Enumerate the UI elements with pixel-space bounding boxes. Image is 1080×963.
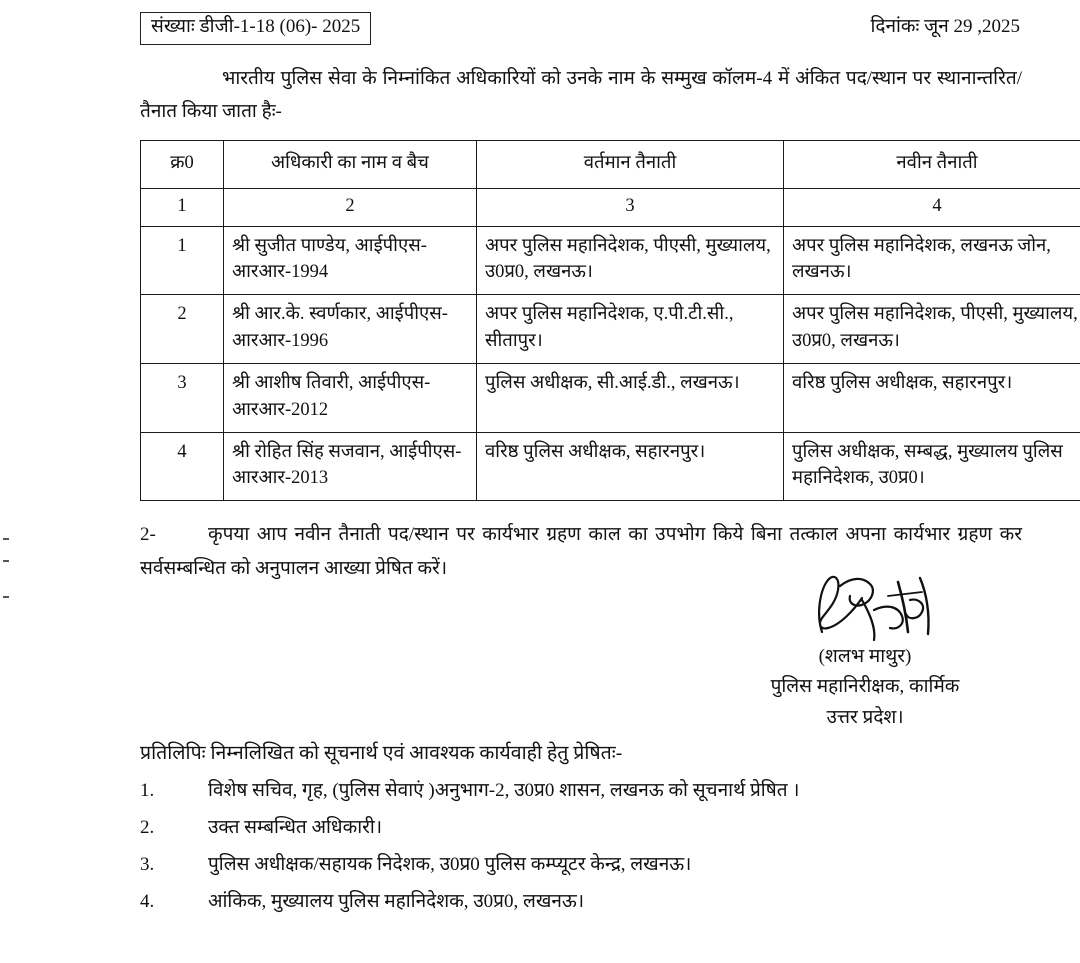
document-date: दिनांकः जून 29 ,2025	[870, 16, 1020, 37]
signature-block	[700, 570, 1030, 733]
table-row	[141, 295, 1080, 364]
col-number-3: 3	[477, 188, 784, 226]
reference-number: संख्याः डीजी-1-18 (06)- 2025	[140, 12, 371, 45]
col-number-4: 4	[784, 188, 1080, 226]
row-serial: 4	[141, 432, 224, 501]
list-item-text: पुलिस अधीक्षक/सहायक निदेशक, उ0प्र0 पुलिस कम्प्यूटर केन्द्र, लखनऊ।	[208, 854, 692, 876]
transfer-table-wrapper	[140, 140, 1078, 501]
col-header-current: वर्तमान तैनाती	[477, 141, 784, 189]
row-new-posting: अपर पुलिस महानिदेशक, पीएसी, मुख्यालय, उ0प्र0, लखनऊ।	[784, 295, 1080, 364]
list-item-index: 2.	[140, 817, 155, 839]
signature-scribble-icon	[700, 570, 1030, 648]
row-officer-name: श्री रोहित सिंह सजवान, आईपीएस-आरआर-2013	[224, 432, 477, 501]
list-item-index: 1.	[140, 780, 155, 801]
row-new-posting: अपर पुलिस महानिदेशक, लखनऊ जोन, लखनऊ।	[784, 226, 1080, 295]
paragraph-2-text: कृपया आप नवीन तैनाती पद/स्थान पर कार्यभार ग्रहण काल का उपभोग किये बिना तत्काल अपना कार्यभार ग्रहण कर सर्वसम्बन्धित को अनुपालन आख्या प्रेषित करें।	[140, 524, 1022, 580]
row-serial: 1	[141, 226, 224, 295]
row-officer-name: श्री आर.के. स्वर्णकार, आईपीएस-आरआर-1996	[224, 295, 477, 364]
transfer-table	[140, 140, 1080, 501]
copy-to-list	[140, 772, 1022, 920]
row-current-posting: पुलिस अधीक्षक, सी.आई.डी., लखनऊ।	[477, 363, 784, 432]
row-current-posting: वरिष्ठ पुलिस अधीक्षक, सहारनपुर।	[477, 432, 784, 501]
table-row	[141, 363, 1080, 432]
list-item	[140, 772, 1022, 809]
table-column-number-row	[141, 188, 1080, 226]
row-new-posting: वरिष्ठ पुलिस अधीक्षक, सहारनपुर।	[784, 363, 1080, 432]
list-item	[140, 883, 1022, 920]
row-officer-name: श्री सुजीत पाण्डेय, आईपीएस-आरआर-1994	[224, 226, 477, 295]
col-header-new: नवीन तैनाती	[784, 141, 1080, 189]
table-header-row	[141, 141, 1080, 189]
row-new-posting: पुलिस अधीक्षक, सम्बद्ध, मुख्यालय पुलिस महानिदेशक, उ0प्र0।	[784, 432, 1080, 501]
row-serial: 3	[141, 363, 224, 432]
col-number-1: 1	[141, 188, 224, 226]
list-item	[140, 809, 1022, 846]
margin-tick	[3, 560, 9, 562]
list-item-text: आंकिक, मुख्यालय पुलिस महानिदेशक, उ0प्र0, लखनऊ।	[208, 891, 585, 913]
paragraph-2-marker: 2-	[140, 524, 156, 545]
copy-to-heading: प्रतिलिपिः निम्नलिखित को सूचनार्थ एवं आवश्यक कार्यवाही हेतु प्रेषितः-	[140, 743, 623, 764]
document-header	[140, 12, 1020, 45]
row-serial: 2	[141, 295, 224, 364]
col-header-officer: अधिकारी का नाम व बैच	[224, 141, 477, 189]
margin-tick	[3, 538, 9, 540]
intro-paragraph: भारतीय पुलिस सेवा के निम्नांकित अधिकारियों को उनके नाम के सम्मुख कॉलम-4 में अंकित पद/स्थान पर स्थानान्तरित/तैनात किया जाता हैः-	[140, 68, 1022, 123]
row-current-posting: अपर पुलिस महानिदेशक, पीएसी, मुख्यालय, उ0प्र0, लखनऊ।	[477, 226, 784, 295]
col-header-serial: क्र0	[141, 141, 224, 189]
signatory-designation: पुलिस महानिरीक्षक, कार्मिक	[770, 676, 960, 698]
list-item-index: 3.	[140, 854, 155, 876]
margin-tick	[3, 596, 9, 598]
col-number-2: 2	[224, 188, 477, 226]
table-row	[141, 226, 1080, 295]
list-item	[140, 846, 1022, 883]
signatory-name: (शलभ माथुर)	[818, 646, 912, 667]
row-officer-name: श्री आशीष तिवारी, आईपीएस-आरआर-2012	[224, 363, 477, 432]
list-item-text: विशेष सचिव, गृह, (पुलिस सेवाएं )अनुभाग-2, उ0प्र0 शासन, लखनऊ को सूचनार्थ प्रेषित ।	[208, 780, 800, 801]
table-row	[141, 432, 1080, 501]
list-item-text: उक्त सम्बन्धित अधिकारी।	[208, 817, 383, 839]
row-current-posting: अपर पुलिस महानिदेशक, ए.पी.टी.सी., सीतापुर।	[477, 295, 784, 364]
list-item-index: 4.	[140, 891, 155, 913]
signatory-state: उत्तर प्रदेश।	[826, 706, 904, 728]
